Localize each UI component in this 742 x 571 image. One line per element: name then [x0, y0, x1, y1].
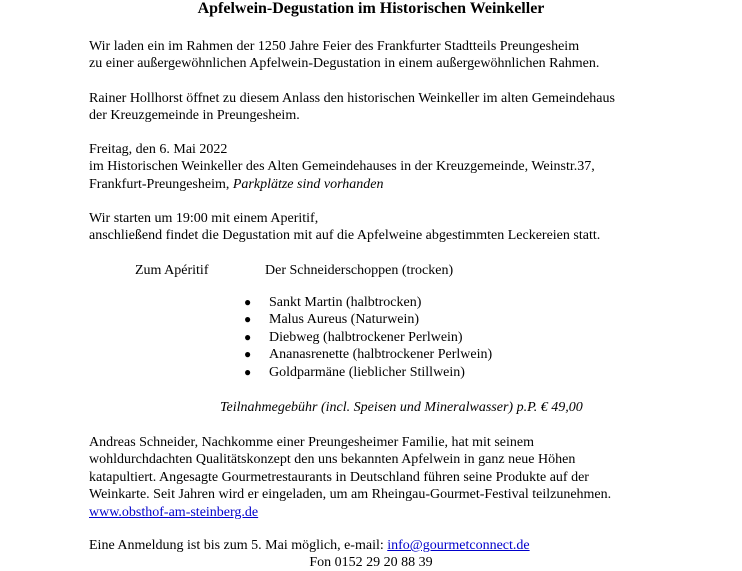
bullet-icon: ●: [244, 329, 252, 344]
wine-name: Ananasrenette (halbtrockener Perlwein): [269, 347, 493, 363]
producer-line-3: katapultiert. Angesagte Gourmetrestaurants in Deutschland führen seine Produkte auf der: [89, 469, 589, 485]
registration-paragraph: [89, 537, 709, 554]
host-line-2: der Kreuzgemeinde in Preungesheim.: [89, 108, 300, 124]
event-parking: Parkplätze sind vorhanden: [232, 176, 384, 192]
schedule-line-2: anschließend findet die Degustation mit auf die Apfelweine abgestimmten Leckereien statt.: [89, 228, 601, 244]
wine-list: [244, 294, 492, 381]
page-title: Apfelwein-Degustation im Historischen Weinkeller: [197, 0, 545, 17]
bullet-icon: ●: [244, 295, 252, 309]
wine-list-item: [244, 311, 492, 328]
schedule-paragraph: [89, 210, 709, 245]
registration-text: Eine Anmeldung ist bis zum 5. Mai möglich, e-mail:: [89, 538, 388, 553]
producer-line-4: Weinkarte. Seit Jahren wird er eingeladen, um am Rheingau-Gourmet-Festival teilzunehmen.: [89, 487, 612, 503]
wine-list-item: [244, 364, 492, 381]
intro-paragraph: [89, 38, 709, 73]
aperitif-label: Zum Apéritif: [135, 263, 209, 278]
event-city: Frankfurt-Preungesheim,: [89, 176, 233, 192]
email-link[interactable]: info@gourmetconnect.de: [387, 538, 530, 553]
intro-line-2: zu einer außergewöhnlichen Apfelwein-Degustation in einem außergewöhnlichen Rahmen.: [89, 56, 600, 72]
wine-name: Goldparmäne (lieblicher Stillwein): [269, 364, 465, 380]
bullet-icon: ●: [244, 364, 252, 379]
host-paragraph: [89, 90, 709, 125]
wine-list-item: [244, 346, 492, 363]
producer-paragraph: [89, 434, 709, 521]
schedule-line-1: Wir starten um 19:00 mit einem Aperitif,: [89, 211, 319, 226]
intro-line-1: Wir laden ein im Rahmen der 1250 Jahre Feier des Frankfurter Stadtteils Preungesheim: [89, 39, 580, 54]
wine-list-item: [244, 294, 492, 311]
website-link[interactable]: www.obsthof-am-steinberg.de: [89, 504, 259, 520]
bullet-icon: ●: [244, 347, 252, 362]
wine-name: Diebweg (halbtrockener Perlwein): [269, 329, 463, 345]
participation-fee: Teilnahmegebühr (incl. Speisen und Mineralwasser) p.P. € 49,00: [220, 400, 583, 415]
wine-list-item: [244, 329, 492, 346]
event-city-line: [89, 176, 709, 193]
event-date: Freitag, den 6. Mai 2022: [89, 142, 228, 157]
phone-number: Fon 0152 29 20 88 39: [309, 555, 433, 570]
aperitif-wine: Der Schneiderschoppen (trocken): [265, 263, 454, 278]
host-line-1: Rainer Hollhorst öffnet zu diesem Anlass den historischen Weinkeller im alten Gemeindehaus: [89, 91, 615, 106]
registration-line: [89, 537, 709, 554]
bullet-icon: ●: [244, 312, 252, 327]
producer-line-1: Andreas Schneider, Nachkomme einer Preungesheimer Familie, hat mit seinem: [89, 435, 534, 450]
event-location: im Historischen Weinkeller des Alten Gemeindehauses in der Kreuzgemeinde, Weinstr.37,: [89, 159, 595, 175]
producer-line-2: wohldurchdachten Qualitätskonzept den uns bekannten Apfelwein in ganz neue Höhen: [89, 452, 576, 468]
event-paragraph: [89, 141, 709, 193]
wine-name: Malus Aureus (Naturwein): [269, 312, 420, 328]
wine-name: Sankt Martin (halbtrocken): [269, 295, 422, 310]
